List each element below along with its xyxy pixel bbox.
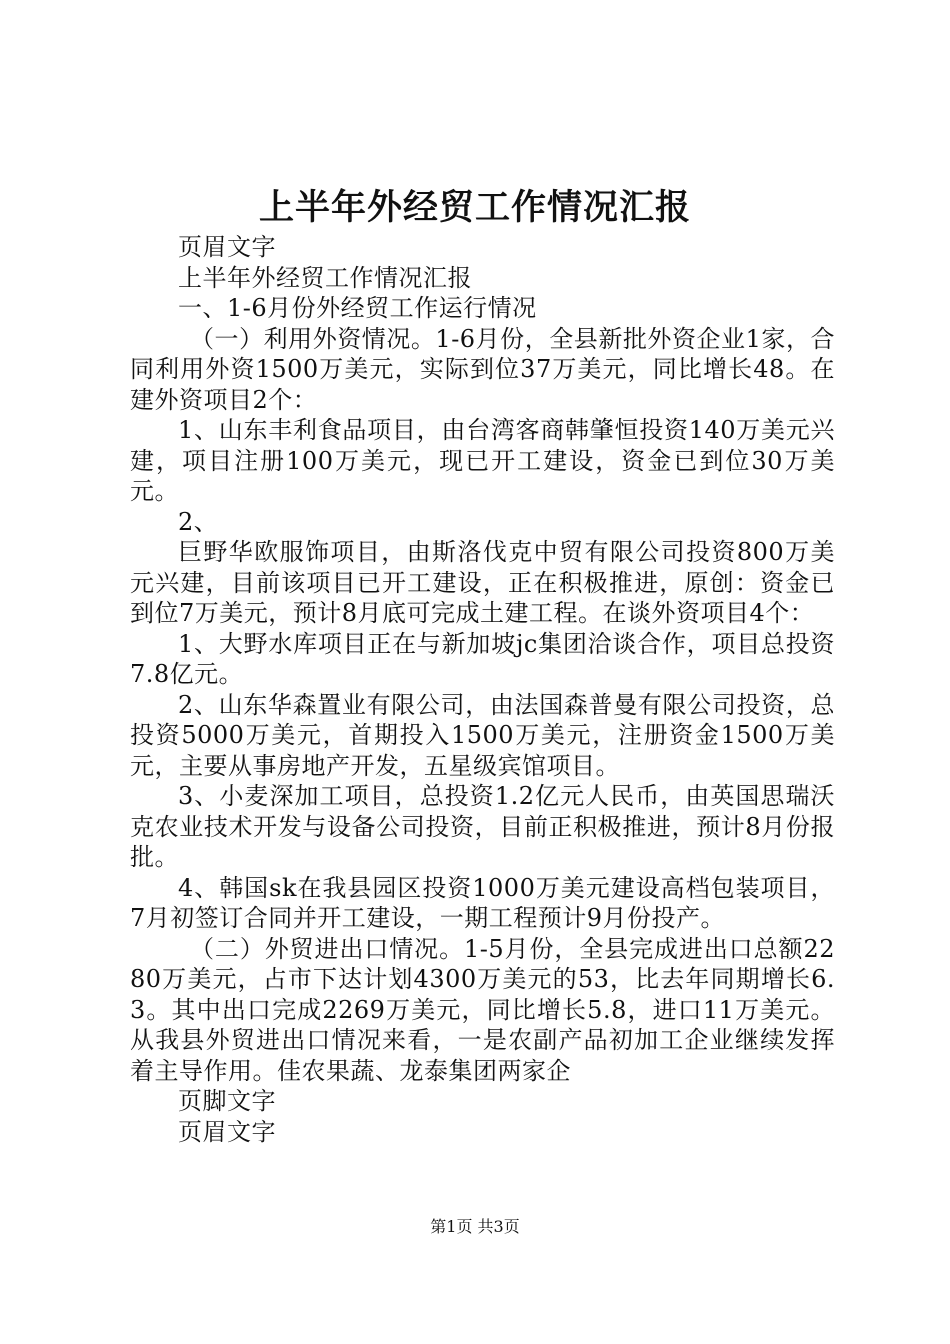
document-body bbox=[130, 232, 835, 1147]
project-item-2-number: 2、 bbox=[178, 507, 219, 536]
negotiation-item-1: 1、大野水库项目正在与新加坡jc集团洽谈合作，项目总投资7.8亿元。 bbox=[130, 629, 835, 688]
project-item-1: 1、山东丰利食品项目，由台湾客商韩肇恒投资140万美元兴建，项目注册100万美元，现已开工建设，资金已到位30万美元。 bbox=[130, 416, 835, 505]
negotiation-item-3: 3、小麦深加工项目，总投资1.2亿元人民币，由英国思瑞沃克农业技术开发与设备公司投资，目前正积极推进，预计8月份报批。 bbox=[130, 782, 835, 871]
section-heading-1: 一、1-6月份外经贸工作运行情况 bbox=[178, 294, 537, 322]
project-item-2-body: 巨野华欧服饰项目，由斯洛伐克中贸有限公司投资800万美元兴建，目前该项目已开工建设，正在积极推进，原创：资金已到位7万美元，预计8月底可完成土建工程。在谈外资项目4个： bbox=[130, 538, 835, 627]
footer-text-paragraph: 页脚文字 bbox=[178, 1087, 276, 1115]
subtitle-paragraph: 上半年外经贸工作情况汇报 bbox=[178, 263, 472, 292]
document-title: 上半年外经贸工作情况汇报 bbox=[258, 187, 691, 228]
page-number-footer: 第1页 共3页 bbox=[430, 1217, 520, 1236]
negotiation-item-4: 4、韩国sk在我县园区投资1000万美元建设高档包装项目，7月初签订合同并开工建设，一期工程预计9月份投产。 bbox=[130, 873, 835, 932]
header-text-paragraph-2: 页眉文字 bbox=[178, 1117, 276, 1146]
negotiation-item-2: 2、山东华森置业有限公司，由法国森普曼有限公司投资，总投资5000万美元，首期投入1500万美元，注册资金1500万美元，主要从事房地产开发，五星级宾馆项目。 bbox=[130, 690, 835, 780]
foreign-investment-paragraph: （一）利用外资情况。1-6月份，全县新批外资企业1家，合同利用外资1500万美元，实际到位37万美元，同比增长48。在建外资项目2个： bbox=[130, 324, 835, 414]
header-text-paragraph: 页眉文字 bbox=[178, 233, 276, 261]
trade-paragraph: （二）外贸进出口情况。1-5月份，全县完成进出口总额2280万美元，占市下达计划4300万美元的53，比去年同期增长6.3。其中出口完成2269万美元，同比增长5.8，进口11万美元。从我县外贸进出口情况来看，一是农副产品初加工企业继续发挥着主导作用。佳农果蔬、龙泰集团两家企 bbox=[130, 934, 835, 1085]
